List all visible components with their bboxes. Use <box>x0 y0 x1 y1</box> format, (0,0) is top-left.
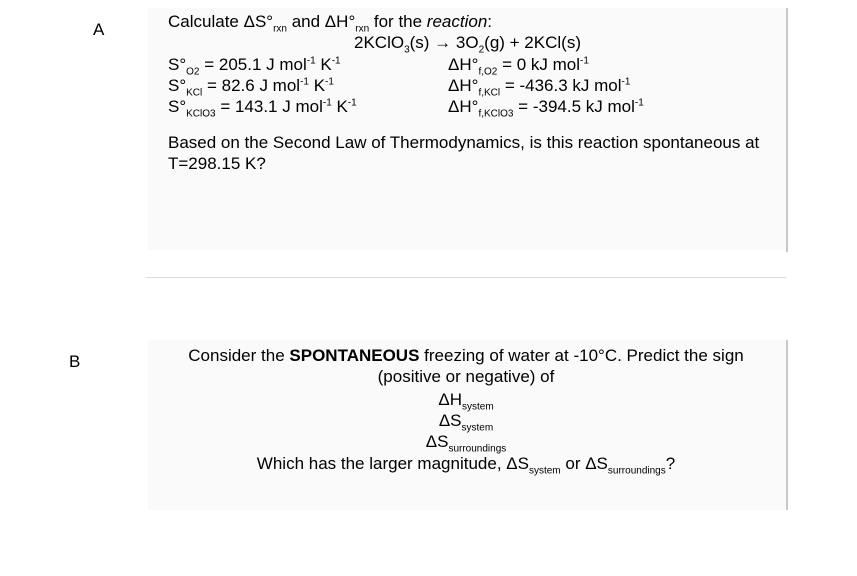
section-divider <box>146 277 786 278</box>
problem-a-question: Based on the Second Law of Thermodynamics, is this reaction spontaneous at T=298.15 K? <box>168 133 760 173</box>
panel-b-border <box>786 340 788 510</box>
enthalpy-kclo3: $\Delta H^\circ_{f,KClO3} = -394.5$ kJ mol$^{-1}$ <box>448 97 644 120</box>
problem-a-label: A <box>93 20 105 39</box>
enthalpy-o2: $\Delta H^\circ_{f,O2} = 0$ kJ mol$^{-1}$ <box>448 55 589 78</box>
panel-a-border <box>786 8 788 252</box>
problem-b-label: B <box>69 352 81 371</box>
entropy-o2: $S^\circ_{O2} = 205.1$ J mol$^{-1}$ $K^{-1}$ <box>168 55 341 78</box>
delta-s-surroundings: $\Delta S_{surroundings}$ <box>425 432 507 455</box>
problem-b-panel <box>148 340 788 510</box>
entropy-kcl: $S^\circ_{KCl} = 82.6$ J mol$^{-1}$ $K^{-1}$ <box>168 76 334 99</box>
problem-a-title: Calculate $\Delta S^\circ_{rxn}$ and $\Delta H^\circ_{rxn}$ for the reaction: <box>168 12 493 35</box>
entropy-kclo3: $S^\circ_{KClO3} = 143.1$ J mol$^{-1}$ $K^{-1}$ <box>168 97 357 120</box>
problem-a-panel <box>148 8 788 250</box>
delta-h-system: $\Delta H_{system}$ <box>438 390 494 413</box>
problem-b-question: Which has the larger magnitude, $\Delta S_{system}$ or $\Delta S_{surroundings}$? <box>256 454 676 477</box>
delta-s-system: $\Delta S_{system}$ <box>438 411 494 434</box>
reaction-equation: 2KClO$_3$(s) → $3O_2(g) + 2KCl(s)$ <box>354 33 581 56</box>
enthalpy-kcl: $\Delta H^\circ_{f,KCl} = -436.3$ kJ mol$^{-1}$ <box>448 76 631 99</box>
problem-b-line2: (positive or negative) of <box>377 367 555 386</box>
problem-b-line1: Consider the SPONTANEOUS freezing of water at -10°C. Predict the sign <box>188 346 744 365</box>
